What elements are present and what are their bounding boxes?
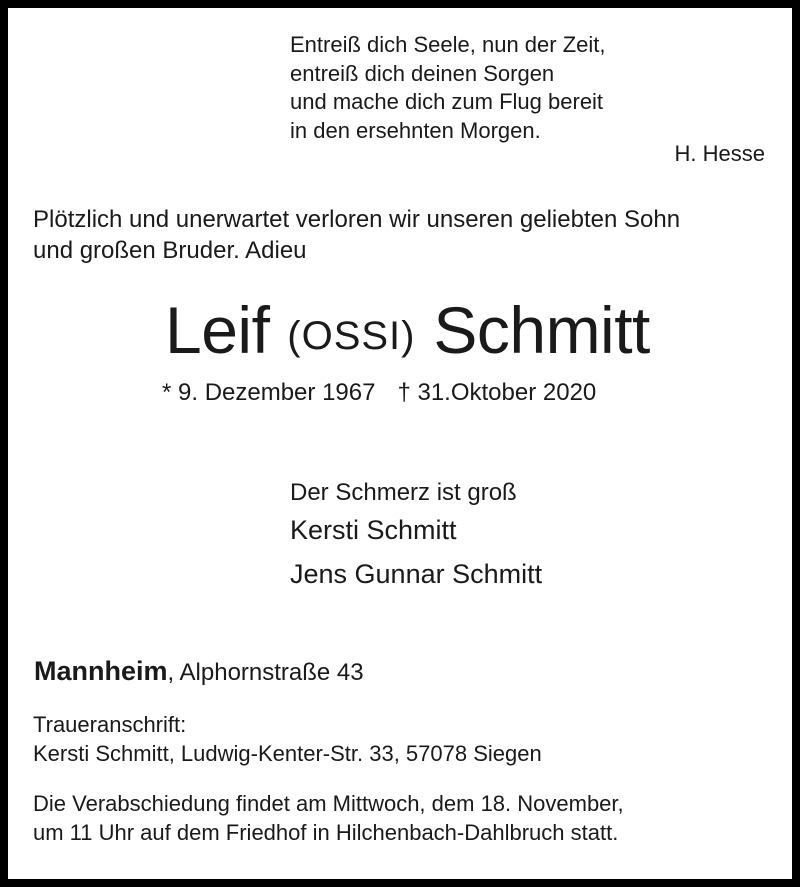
deceased-name bbox=[165, 291, 650, 375]
nickname: (OSSI) bbox=[287, 314, 416, 358]
intro-line: Plötzlich und unerwartet verloren wir unseren geliebten Sohn bbox=[33, 206, 681, 233]
city: Mannheim bbox=[34, 656, 168, 686]
intro-text bbox=[33, 204, 680, 266]
sorrow-line: Der Schmerz ist groß bbox=[290, 479, 517, 506]
poem-line: und mache dich zum Flug bereit bbox=[290, 89, 604, 114]
poem-line: Entreiß dich Seele, nun der Zeit, bbox=[290, 32, 606, 57]
place-line bbox=[34, 654, 364, 690]
birth-date: * 9. Dezember 1967 bbox=[162, 379, 376, 406]
condolence-label: Traueranschrift: bbox=[33, 712, 187, 737]
mourner-name: Kersti Schmitt bbox=[290, 515, 457, 545]
poem bbox=[290, 31, 606, 145]
intro-line: und großen Bruder. Adieu bbox=[33, 237, 307, 264]
funeral-line: Die Verabschiedung findet am Mittwoch, dem 18. November, bbox=[33, 791, 624, 816]
funeral-line: um 11 Uhr auf dem Friedhof in Hilchenbach-Dahlbruch statt. bbox=[33, 820, 619, 845]
death-date: † 31.Oktober 2020 bbox=[397, 379, 597, 406]
last-name: Schmitt bbox=[433, 293, 650, 367]
condolence-address bbox=[33, 710, 542, 768]
mourner-name: Jens Gunnar Schmitt bbox=[290, 559, 543, 589]
first-name: Leif bbox=[165, 293, 270, 367]
condolence-address-line: Kersti Schmitt, Ludwig-Kenter-Str. 33, 57078 Siegen bbox=[33, 741, 542, 766]
poem-line: in den ersehnten Morgen. bbox=[290, 117, 541, 143]
poem-line: entreiß dich deinen Sorgen bbox=[290, 60, 555, 86]
street: , Alphornstraße 43 bbox=[167, 659, 364, 686]
mourners bbox=[290, 478, 542, 596]
funeral-notice bbox=[33, 789, 624, 847]
life-dates bbox=[162, 378, 596, 408]
poem-author: H. Hesse bbox=[674, 141, 765, 166]
